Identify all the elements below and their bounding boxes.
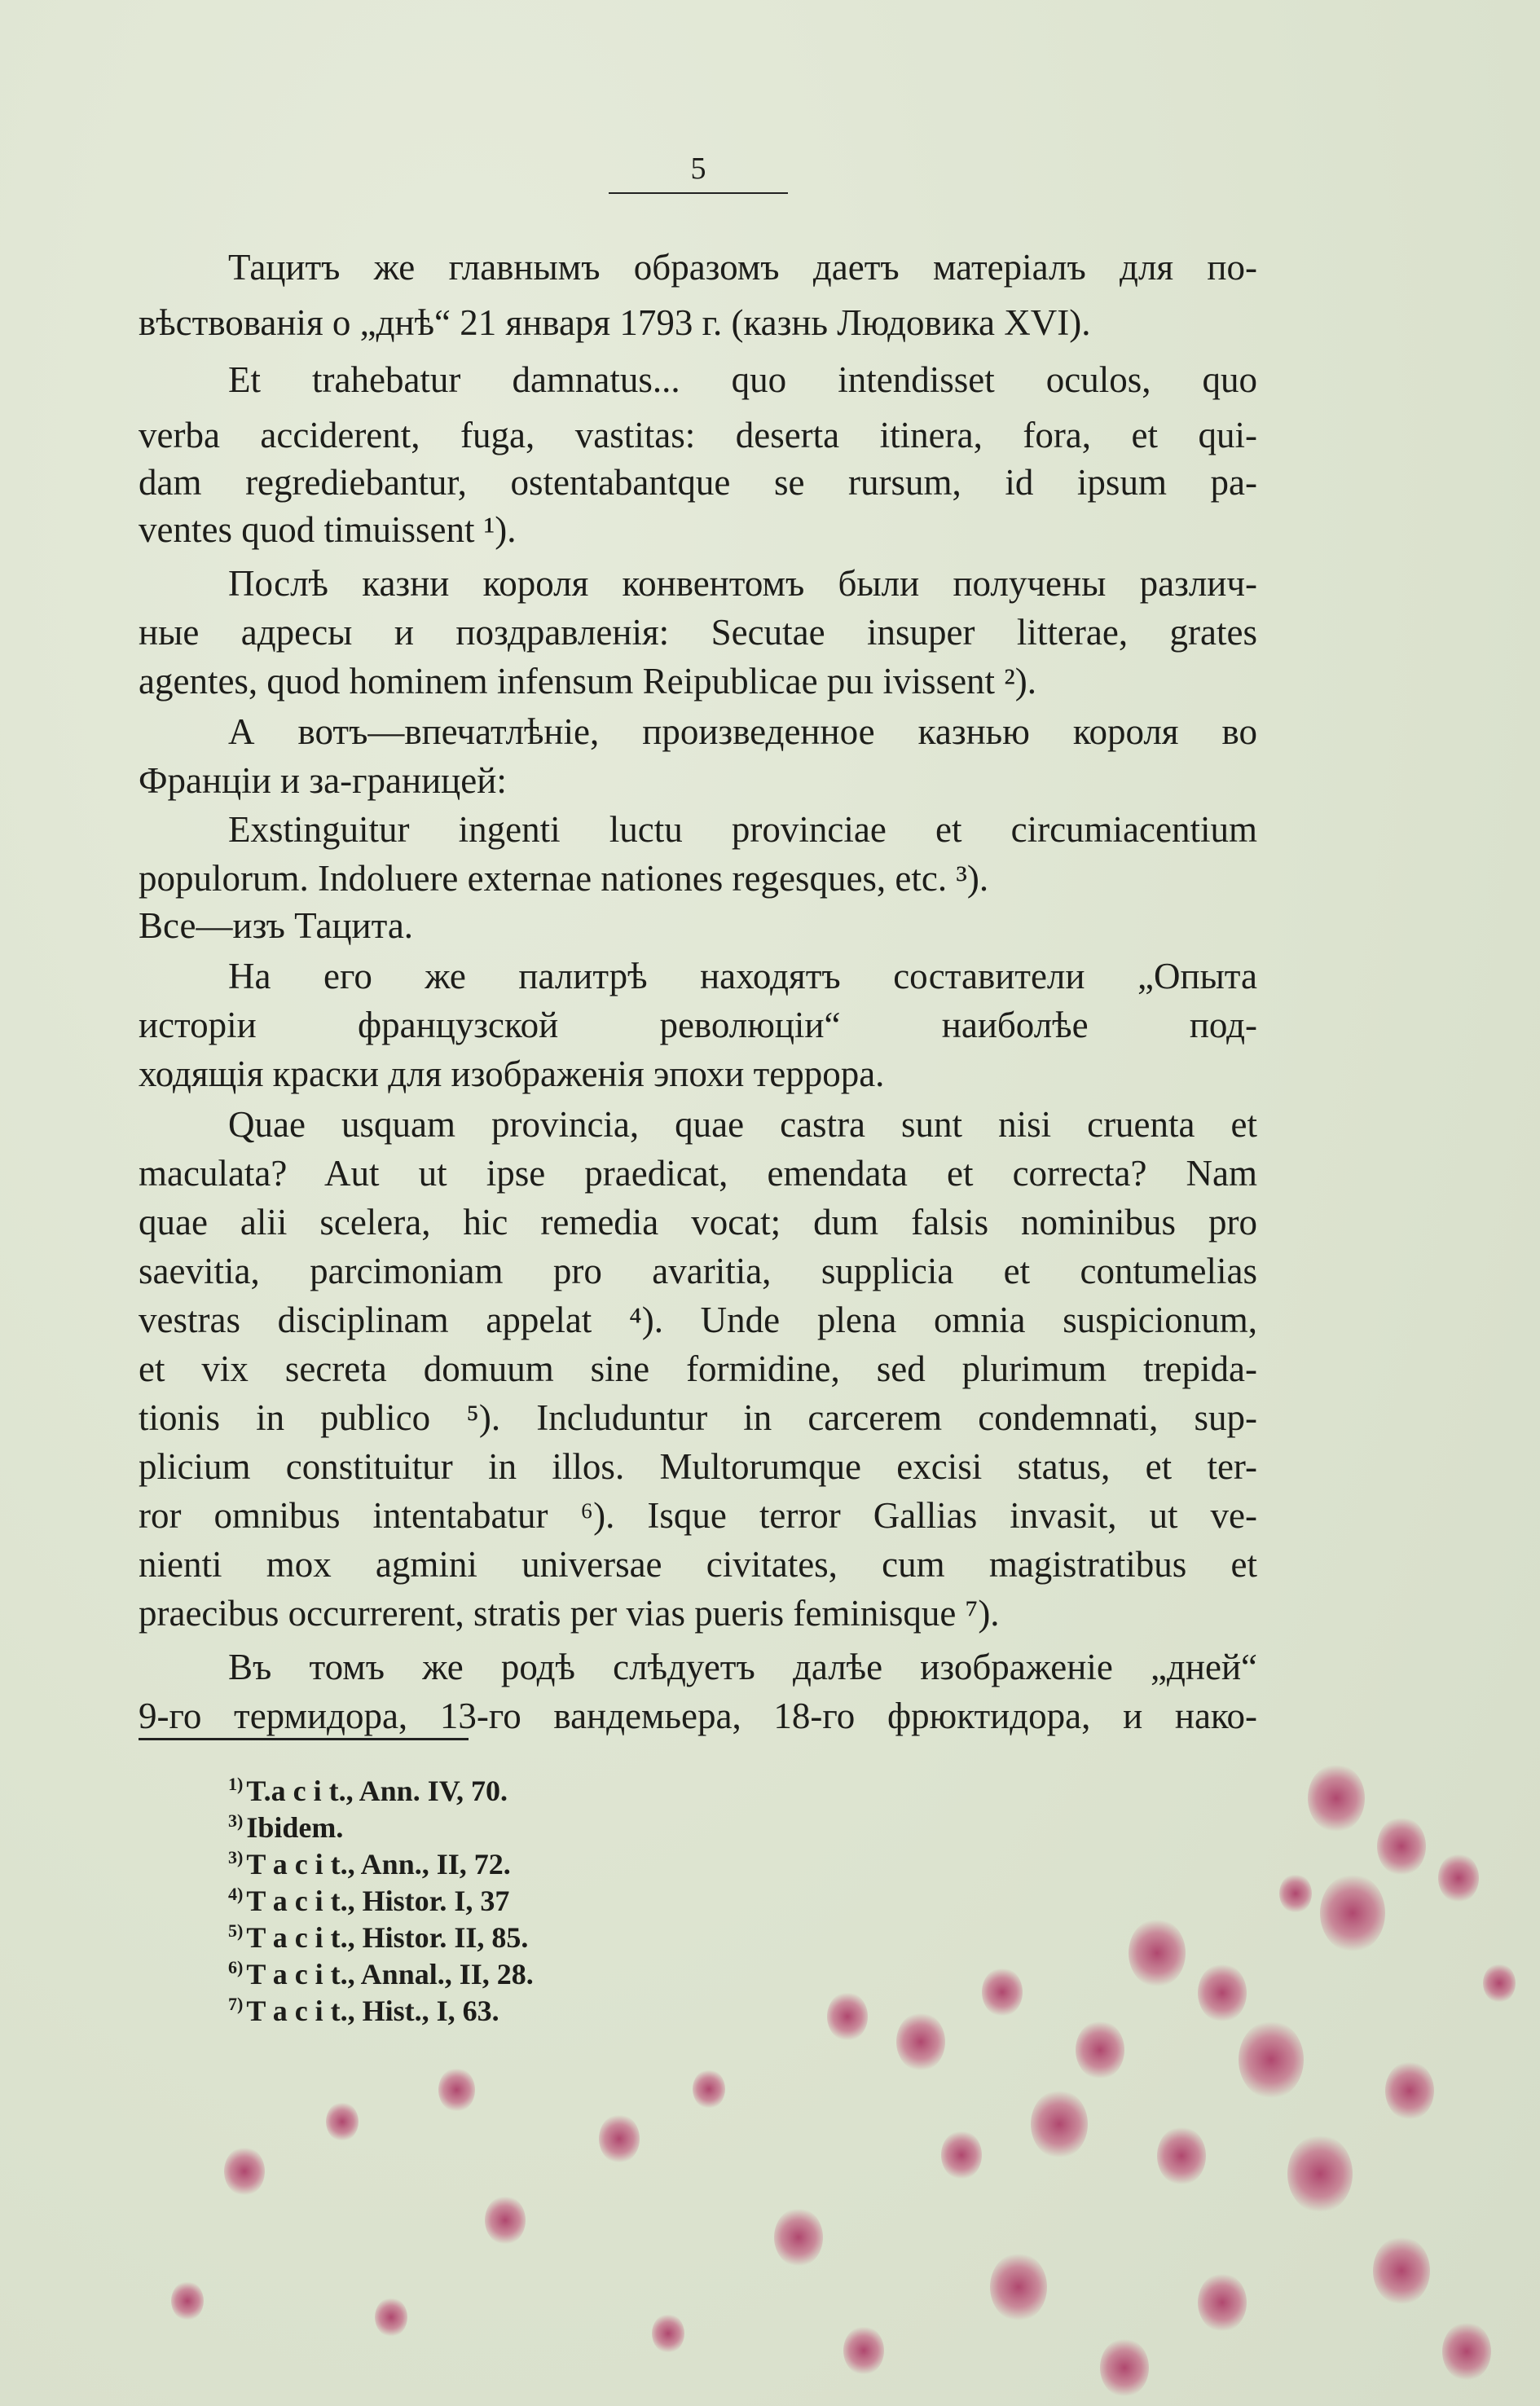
ink-stain — [982, 1968, 1023, 2017]
ink-stain — [1438, 1854, 1479, 1902]
ink-stain — [652, 2314, 684, 2353]
text-line: nienti mox agmini universae civitates, cum magistratibus et — [139, 1544, 1257, 1585]
text-line: praecibus occurrerent, stratis per vias pueris feminisque ⁷). — [139, 1593, 1000, 1634]
footnote-text: T.a c i t., Ann. IV, 70. — [246, 1775, 508, 1807]
text-line: et vix secreta domuum sine formidine, sed plurimum trepida- — [139, 1348, 1257, 1389]
text-line: ходящія краски для изображенія эпохи террора. — [139, 1053, 885, 1094]
text-line: maculata? Aut ut ipse praedicat, emendata et correcta? Nam — [139, 1153, 1257, 1194]
footnote-rule — [139, 1738, 469, 1740]
ink-stain — [1483, 1964, 1516, 2003]
page-number-rule — [609, 192, 788, 194]
ink-stain — [375, 2298, 407, 2337]
text-line: tionis in publico ⁵). Includuntur in carcerem condemnati, sup- — [139, 1397, 1257, 1438]
footnote-text: T a c i t., Histor. I, 37 — [246, 1885, 510, 1917]
ink-stain — [1129, 1919, 1186, 1987]
ink-stain — [1320, 1874, 1385, 1952]
footnote-mark: 3) — [228, 1847, 244, 1867]
text-line: Exstinguitur ingenti luctu provinciae et circumiacentium — [228, 809, 1257, 850]
text-line: plicium constituitur in illos. Multorumque excisi status, et ter- — [139, 1446, 1257, 1487]
ink-stain — [1198, 1964, 1247, 2022]
ink-stain — [1239, 2021, 1304, 2099]
footnote — [228, 1986, 499, 2029]
text-line: agentes, quod hominem infensum Reipublicae puı ivissent ²). — [139, 661, 1037, 702]
text-line: Quae usquam provincia, quae castra sunt nisi cruenta et — [228, 1104, 1257, 1145]
text-line: dam regrediebantur, ostentabantque se rursum, id ipsum pa- — [139, 462, 1257, 503]
text-line: ror omnibus intentabatur ⁶). Isque terror Gallias invasit, ut ve- — [139, 1495, 1257, 1536]
footnote-text: T a c i t., Histor. II, 85. — [246, 1921, 529, 1954]
ink-stain — [1287, 2135, 1353, 2213]
ink-stain — [1373, 2237, 1430, 2305]
ink-stain — [1198, 2273, 1247, 2332]
footnote-mark: 5) — [228, 1920, 244, 1941]
ink-stain — [1157, 2127, 1206, 2185]
footnote-text: Ibidem. — [246, 1811, 344, 1844]
ink-stain — [485, 2196, 526, 2245]
footnote-text: T a c i t., Hist., I, 63. — [246, 1995, 499, 2027]
ink-stain — [171, 2281, 204, 2320]
ink-stain — [599, 2114, 640, 2163]
text-line: quae alii scelera, hic remedia vocat; dum falsis nominibus pro — [139, 1202, 1257, 1243]
text-line: ные адресы и поздравленія: Secutae insuper litterae, grates — [139, 612, 1257, 653]
footnote-mark: 3) — [228, 1810, 244, 1831]
ink-stain — [774, 2208, 823, 2267]
ink-stain — [1100, 2338, 1149, 2397]
text-line: А вотъ—впечатлѣніе, произведенное казнью короля во — [228, 711, 1257, 752]
ink-stain — [1385, 2061, 1434, 2120]
text-line: Послѣ казни короля конвентомъ были получены различ- — [228, 563, 1257, 604]
text-line: На его же палитрѣ находятъ составители „Опыта — [228, 956, 1257, 996]
text-line: исторіи французской революціи“ наиболѣе под- — [139, 1005, 1257, 1045]
ink-stain — [1442, 2322, 1491, 2381]
footnote-text: T a c i t., Ann., II, 72. — [246, 1848, 511, 1880]
text-line: Все—изъ Тацита. — [139, 905, 414, 946]
ink-stain — [224, 2147, 265, 2196]
ink-stain — [1031, 2090, 1088, 2158]
footnote-mark: 6) — [228, 1957, 244, 1977]
text-line: vestras disciplinam appelat ⁴). Unde plena omnia suspicionum, — [139, 1300, 1257, 1340]
ink-stain — [693, 2070, 725, 2109]
text-line: Въ томъ же родѣ слѣдуетъ далѣе изображеніе „дней“ — [228, 1647, 1257, 1687]
footnote-mark: 7) — [228, 1994, 244, 2014]
page-number: 5 — [690, 152, 706, 186]
ink-stain — [1377, 1817, 1426, 1876]
ink-stain — [827, 1992, 868, 2041]
ink-stain — [843, 2326, 884, 2375]
text-line: saevitia, parcimoniam pro avaritia, supplicia et contumelias — [139, 1251, 1257, 1291]
text-line: 9-го термидора, 13-го вандемьера, 18-го фрюктидора, и нако- — [139, 1696, 1257, 1736]
ink-stain — [941, 2131, 982, 2179]
text-line: verba acciderent, fuga, vastitas: deserta itinera, fora, et qui- — [139, 415, 1257, 455]
footnote-text: T a c i t., Annal., II, 28. — [246, 1958, 534, 1990]
ink-stain — [990, 2253, 1047, 2321]
ink-stain — [438, 2068, 475, 2112]
text-line: populorum. Indoluere externae nationes regesques, etc. ³). — [139, 858, 989, 899]
text-line: Тацитъ же главнымъ образомъ даетъ матеріалъ для по- — [228, 247, 1257, 288]
ink-stain — [896, 2012, 945, 2071]
text-line: ventes quod timuissent ¹). — [139, 509, 517, 550]
footnote-mark: 1) — [228, 1774, 244, 1794]
footnote-mark: 4) — [228, 1884, 244, 1904]
ink-stain — [326, 2102, 359, 2141]
text-line: Франціи и за-границей: — [139, 760, 507, 801]
ink-stain — [1308, 1764, 1365, 1832]
ink-stain — [1279, 1874, 1312, 1913]
text-line: Et trahebatur damnatus... quo intendisset oculos, quo — [228, 359, 1257, 400]
ink-stain — [1076, 2021, 1124, 2079]
text-line: вѣствованія о „днѣ“ 21 января 1793 г. (казнь Людовика XVI). — [139, 302, 1091, 343]
